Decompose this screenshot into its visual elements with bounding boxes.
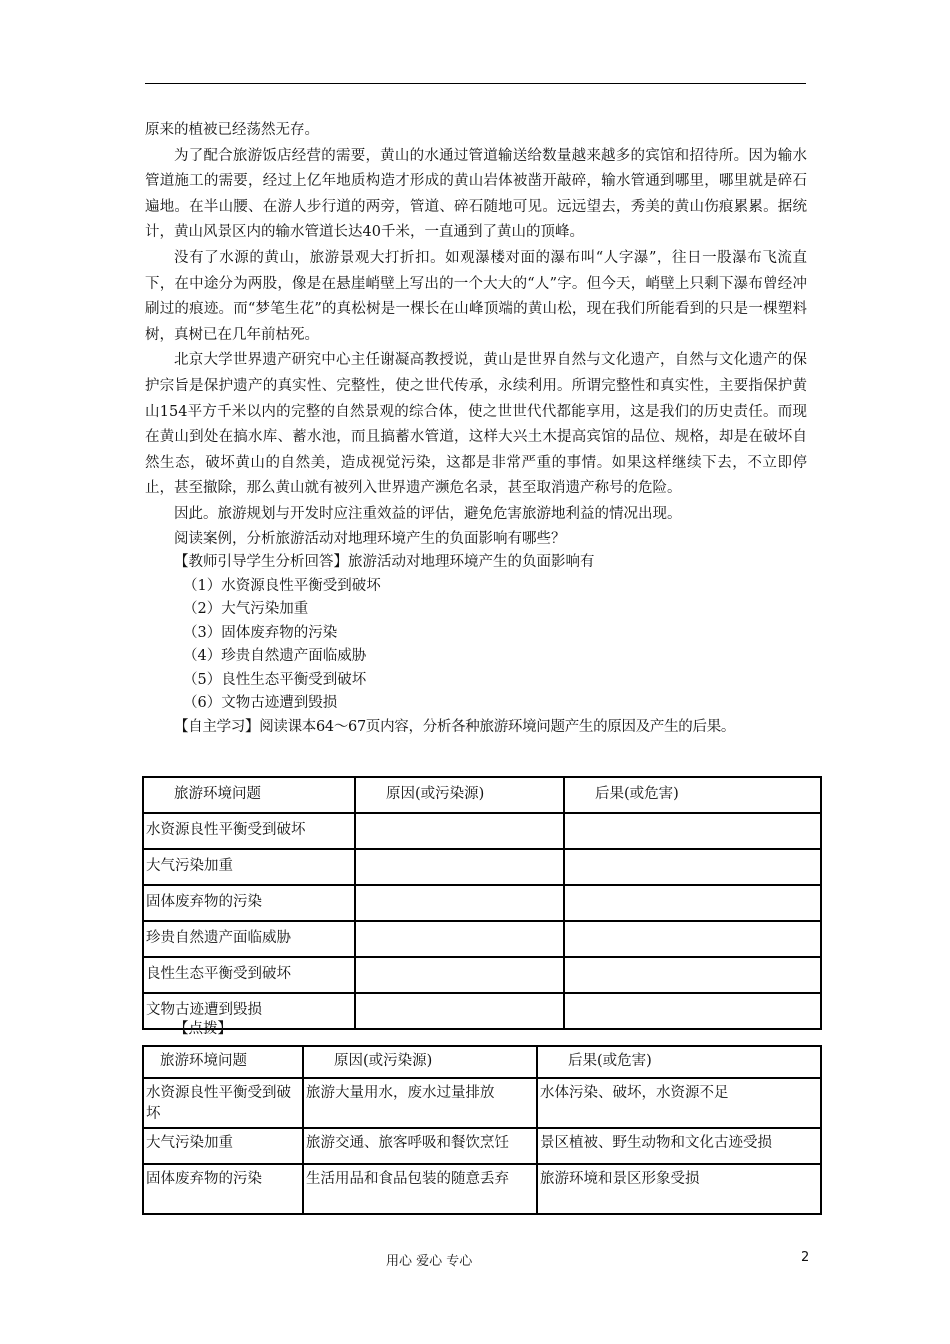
paragraph: 为了配合旅游饭店经营的需要，黄山的水通过管道输送给数量越来越多的宾馆和招待所。因为输水管道施工的需要，经过上亿年地质构造才形成的黄山岩体被凿开敲碎，输水管通到哪里，哪里就是碎石遍地。在半山腰、在游人步行道的两旁，管道、碎石随地可见。远远望去，秀美的黄山伤痕累累。据统计，黄山风景区内的输水管道长达40千米，一直通到了黄山的顶峰。 bbox=[145, 147, 807, 241]
table-header-cell: 后果(或危害) bbox=[537, 1046, 821, 1078]
impact-item: （6）文物古迹遭到毁损 bbox=[183, 695, 338, 711]
table-row bbox=[143, 993, 821, 1029]
table-cell: 景区植被、野生动物和文化古迹受损 bbox=[537, 1128, 821, 1164]
table-header-row bbox=[143, 1046, 821, 1078]
empty-answer-cell[interactable] bbox=[355, 993, 564, 1029]
table-header-cell: 旅游环境问题 bbox=[143, 1046, 303, 1078]
table-row bbox=[143, 813, 821, 849]
paragraph: 因此。旅游规划与开发时应注重效益的评估，避免危害旅游地利益的情况出现。 bbox=[174, 505, 682, 522]
table-cell: 固体废弃物的污染 bbox=[143, 1164, 303, 1214]
empty-answer-cell[interactable] bbox=[355, 957, 564, 993]
table-cell: 旅游交通、旅客呼吸和餐饮烹饪 bbox=[303, 1128, 537, 1164]
empty-answer-cell[interactable] bbox=[564, 813, 821, 849]
page-footer: 用心 爱心 专心 bbox=[386, 1254, 473, 1269]
document-body bbox=[145, 118, 807, 739]
self-study-table bbox=[142, 776, 822, 1030]
table-row bbox=[143, 957, 821, 993]
answer-table bbox=[142, 1045, 822, 1215]
paragraph: 没有了水源的黄山，旅游景观大打折扣。如观瀑楼对面的瀑布叫“人字瀑”，往日一股瀑布飞流直下，在中途分为两股，像是在悬崖峭壁上写出的一个大大的“人”字。但今天，峭壁上只剩下瀑布曾经冲刷过的痕迹。而“梦笔生花”的真松树是一棵长在山峰顶端的黄山松，现在我们所能看到的只是一棵塑料树，真树已在几年前枯死。 bbox=[145, 249, 807, 343]
table-cell: 生活用品和食品包装的随意丢弃 bbox=[303, 1164, 537, 1214]
table-row bbox=[143, 1078, 821, 1128]
empty-answer-cell[interactable] bbox=[355, 849, 564, 885]
table-cell: 文物古迹遭到毁损 bbox=[143, 993, 355, 1029]
empty-answer-cell[interactable] bbox=[564, 957, 821, 993]
table-cell: 大气污染加重 bbox=[143, 1128, 303, 1164]
impact-item: （4）珍贵自然遗产面临威胁 bbox=[183, 648, 367, 664]
table-row bbox=[143, 885, 821, 921]
impact-item: （2）大气污染加重 bbox=[183, 601, 309, 617]
table-cell: 固体废弃物的污染 bbox=[143, 885, 355, 921]
impact-item: （5）良性生态平衡受到破坏 bbox=[183, 671, 367, 688]
impact-item: （3）固体废弃物的污染 bbox=[183, 624, 338, 641]
empty-answer-cell[interactable] bbox=[355, 921, 564, 957]
table-row bbox=[143, 1164, 821, 1214]
dianbo-label: 【点拨】 bbox=[174, 1021, 232, 1037]
table-header-cell: 后果(或危害) bbox=[564, 777, 821, 813]
table-cell: 良性生态平衡受到破坏 bbox=[143, 957, 355, 993]
table-header-cell: 原因(或污染源) bbox=[303, 1046, 537, 1078]
paragraph: 北京大学世界遗产研究中心主任谢凝高教授说，黄山是世界自然与文化遗产，自然与文化遗产的保护宗旨是保护遗产的真实性、完整性，使之世代传承，永续利用。所谓完整性和真实性，主要指保护黄山154平方千米以内的完整的自然景观的综合体，使之世世代代都能享用，这是我们的历史责任。而现在黄山到处在搞水库、蓄水池，而且搞蓄水管道，这样大兴土木提高宾馆的品位、规格，却是在破坏自然生态，破坏黄山的自然美，造成视觉污染，这都是非常严重的事情。如果这样继续下去，不立即停止，甚至撤除，那么黄山就有被列入世界遗产濒危名录，甚至取消遗产称号的危险。 bbox=[145, 352, 807, 497]
table-row bbox=[143, 921, 821, 957]
header-rule bbox=[145, 83, 806, 84]
empty-answer-cell[interactable] bbox=[564, 993, 821, 1029]
table-cell: 水资源良性平衡受到破坏 bbox=[143, 1078, 303, 1128]
question-text: 阅读案例，分析旅游活动对地理环境产生的负面影响有哪些？ bbox=[174, 530, 566, 547]
table-row bbox=[143, 849, 821, 885]
teacher-prompt: 【教师引导学生分析回答】旅游活动对地理环境产生的负面影响有 bbox=[174, 554, 595, 570]
empty-answer-cell[interactable] bbox=[355, 885, 564, 921]
table-header-cell: 原因(或污染源) bbox=[355, 777, 564, 813]
page-number: 2 bbox=[801, 1250, 810, 1265]
table-cell: 珍贵自然遗产面临威胁 bbox=[143, 921, 355, 957]
table-cell: 旅游环境和景区形象受损 bbox=[537, 1164, 821, 1214]
table-header-cell: 旅游环境问题 bbox=[143, 777, 355, 813]
paragraph: 原来的植被已经荡然无存。 bbox=[145, 122, 319, 138]
self-study-text: 【自主学习】阅读课本64～67页内容，分析各种旅游环境问题产生的原因及产生的后果。 bbox=[174, 718, 736, 735]
empty-answer-cell[interactable] bbox=[564, 885, 821, 921]
table-row bbox=[143, 1128, 821, 1164]
table-header-row bbox=[143, 777, 821, 813]
impact-item: （1）水资源良性平衡受到破坏 bbox=[183, 577, 381, 594]
table-cell: 大气污染加重 bbox=[143, 849, 355, 885]
empty-answer-cell[interactable] bbox=[564, 849, 821, 885]
empty-answer-cell[interactable] bbox=[355, 813, 564, 849]
table-cell: 水体污染、破坏，水资源不足 bbox=[537, 1078, 821, 1128]
empty-answer-cell[interactable] bbox=[564, 921, 821, 957]
table-cell: 旅游大量用水，废水过量排放 bbox=[303, 1078, 537, 1128]
table-cell: 水资源良性平衡受到破坏 bbox=[143, 813, 355, 849]
